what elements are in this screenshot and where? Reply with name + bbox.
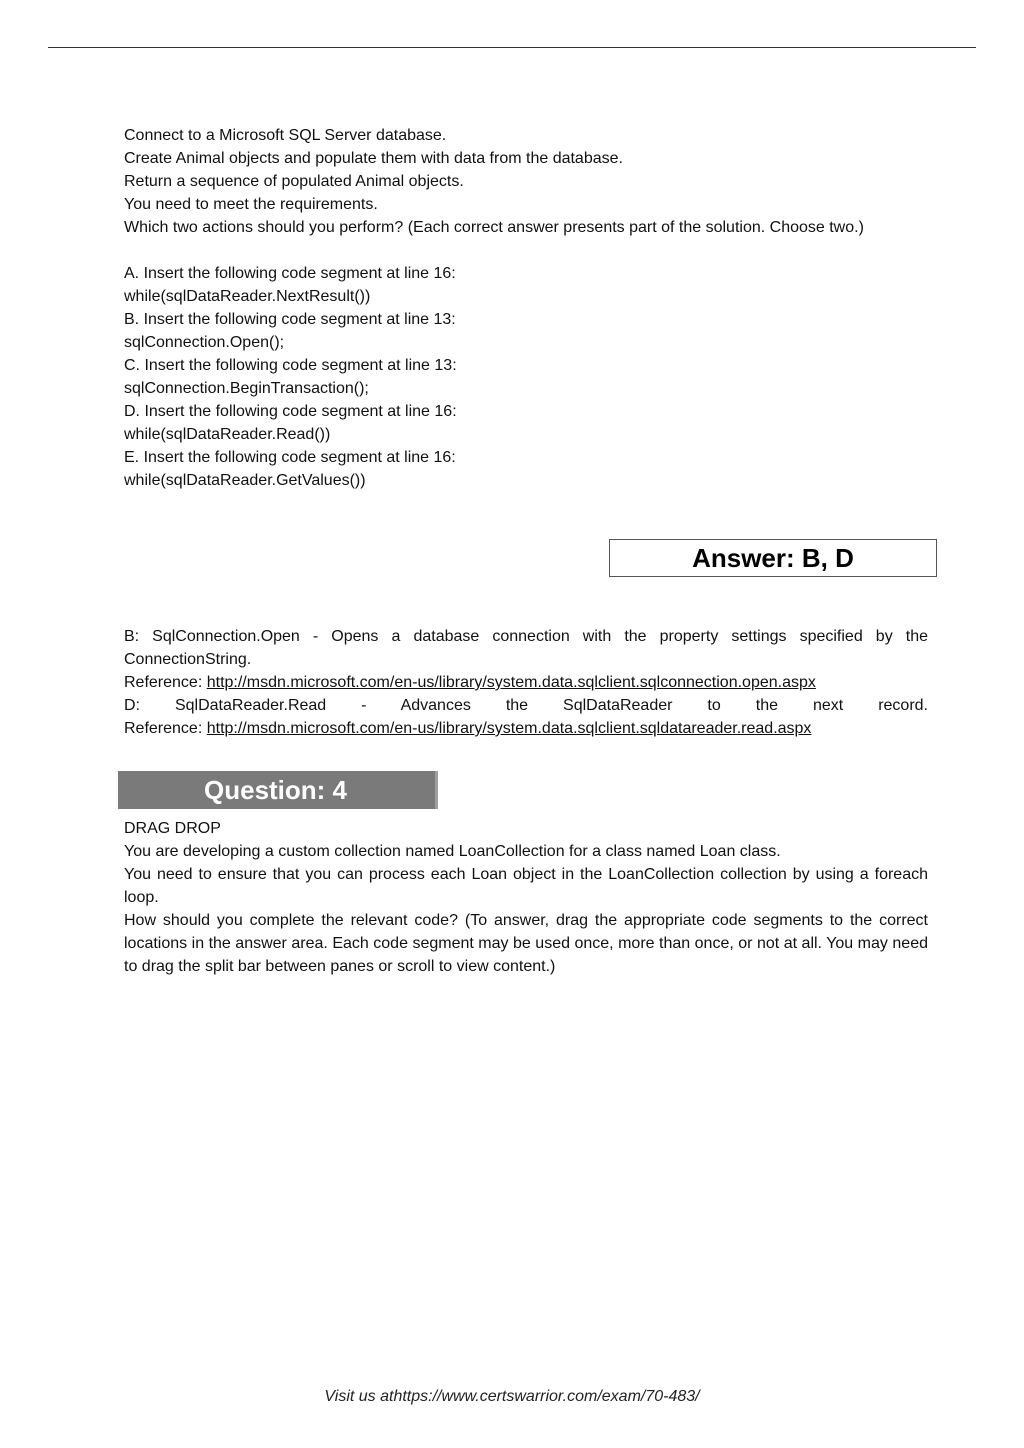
- reference-link-d[interactable]: http://msdn.microsoft.com/en-us/library/system.data.sqlclient.sqldatareader.read.aspx: [206, 720, 812, 737]
- option-a: [124, 262, 928, 308]
- footer-text: Visit us athttps://www.certswarrior.com/exam/70-483/: [324, 1388, 700, 1405]
- option-d: [124, 400, 928, 446]
- question-line: How should you complete the relevant code? (To answer, drag the appropriate code segments to the correct locations in the answer area. Each code segment may be used once, more than once, or not at all. You may need to drag the split bar between panes or scroll to view content.): [124, 912, 928, 975]
- question-header: Question: 4: [118, 771, 438, 809]
- question-4-body: [124, 817, 928, 978]
- top-rule: [48, 47, 976, 48]
- option-label: C. Insert the following code segment at line 13:: [124, 357, 457, 374]
- question-prompt: Which two actions should you perform? (Each correct answer presents part of the solution. Choose two.): [124, 219, 864, 236]
- option-code: sqlConnection.Open();: [124, 334, 285, 351]
- option-label: B. Insert the following code segment at line 13:: [124, 311, 456, 328]
- reference-label: Reference:: [124, 674, 207, 691]
- option-code: sqlConnection.BeginTransaction();: [124, 380, 369, 397]
- requirement-line: Connect to a Microsoft SQL Server database.: [124, 127, 447, 144]
- requirement-line: Create Animal objects and populate them with data from the database.: [124, 150, 623, 167]
- question-type: DRAG DROP: [124, 820, 221, 837]
- explanation-d: D: SqlDataReader.Read - Advances the SqlDataReader to the next record.: [124, 697, 928, 714]
- explanation-b: B: SqlConnection.Open - Opens a database connection with the property settings specified by the ConnectionString.: [124, 628, 928, 668]
- option-c: [124, 354, 928, 400]
- answer-box: Answer: B, D: [609, 539, 937, 577]
- question-body: [124, 124, 928, 492]
- explanation: [124, 625, 928, 740]
- option-label: E. Insert the following code segment at line 16:: [124, 449, 456, 466]
- requirement-line: Return a sequence of populated Animal objects.: [124, 173, 464, 190]
- option-label: A. Insert the following code segment at line 16:: [124, 265, 456, 282]
- spacer: [124, 239, 928, 262]
- option-b: [124, 308, 928, 354]
- reference-d: [124, 717, 928, 740]
- question-line: You are developing a custom collection named LoanCollection for a class named Loan class.: [124, 843, 781, 860]
- option-code: while(sqlDataReader.Read()): [124, 426, 331, 443]
- reference-label: Reference:: [124, 720, 207, 737]
- option-e: [124, 446, 928, 492]
- requirement-line: You need to meet the requirements.: [124, 196, 378, 213]
- option-code: while(sqlDataReader.GetValues()): [124, 472, 366, 489]
- reference-b: [124, 671, 928, 694]
- reference-link-b[interactable]: http://msdn.microsoft.com/en-us/library/system.data.sqlclient.sqlconnection.open.aspx: [206, 674, 816, 691]
- option-code: while(sqlDataReader.NextResult()): [124, 288, 371, 305]
- option-label: D. Insert the following code segment at line 16:: [124, 403, 457, 420]
- question-line: You need to ensure that you can process each Loan object in the LoanCollection collection by using a foreach loop.: [124, 866, 928, 906]
